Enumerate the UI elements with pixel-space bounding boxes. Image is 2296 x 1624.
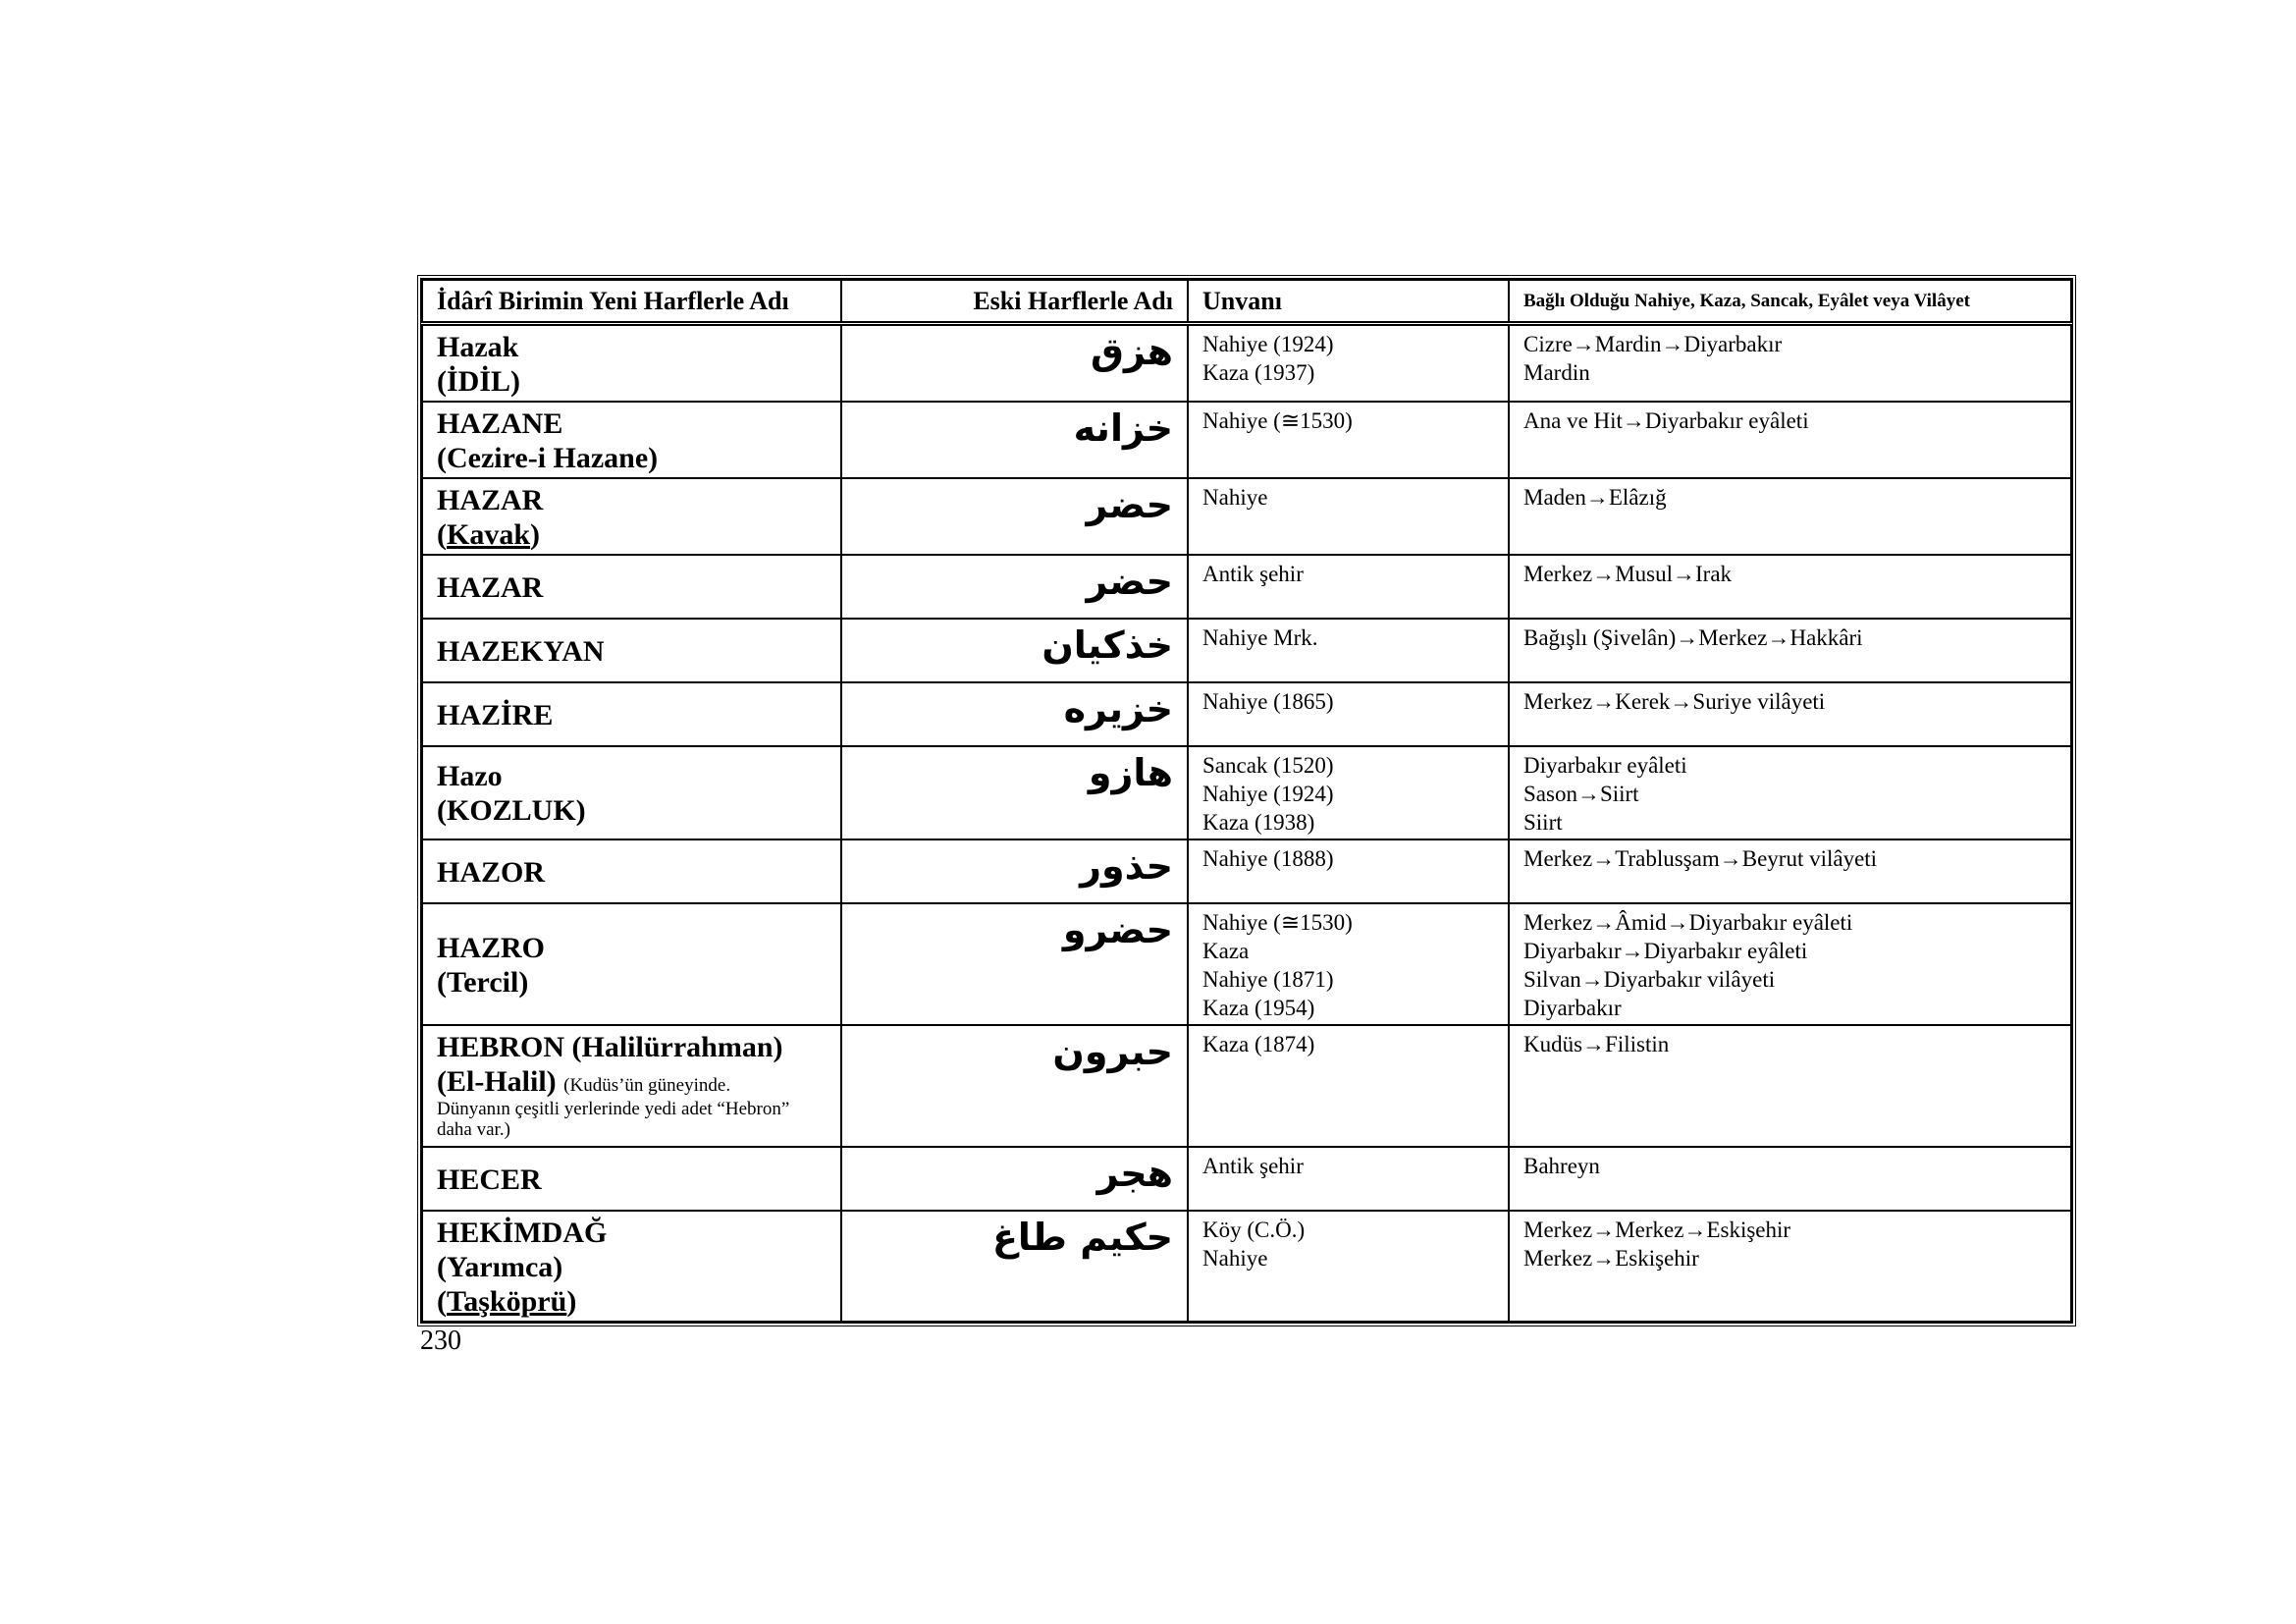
- name-line: (İDİL): [437, 364, 521, 398]
- old-name-cell: هزق: [841, 323, 1188, 402]
- title-line: Nahiye: [1202, 1245, 1268, 1271]
- new-name-cell: [422, 903, 841, 1025]
- header-new-name: İdârî Birimin Yeni Harflerle Adı: [422, 280, 841, 323]
- name-line: HEKİMDAĞ: [437, 1216, 608, 1249]
- table-row: [422, 682, 2071, 746]
- title-line: Nahiye (1865): [1202, 688, 1334, 714]
- title-line: Nahiye (1888): [1202, 845, 1334, 871]
- parent-line: Diyarbakır: [1523, 995, 1622, 1020]
- new-name-cell: [422, 323, 841, 402]
- old-name-cell: خزانه: [841, 402, 1188, 478]
- parent-cell: [1509, 1147, 2071, 1211]
- parent-cell: [1509, 402, 2071, 478]
- title-line: Antik şehir: [1202, 561, 1304, 586]
- old-name-cell: هجر: [841, 1147, 1188, 1211]
- name-line: HAZAR: [437, 483, 544, 516]
- new-name-cell: [422, 1211, 841, 1322]
- parent-line: Merkez→Eskişehir: [1523, 1245, 1699, 1271]
- parent-cell: [1509, 323, 2071, 402]
- name-line: HAZİRE: [437, 698, 554, 731]
- title-line: Nahiye (≅1530): [1202, 407, 1353, 433]
- title-line: Kaza (1938): [1202, 809, 1315, 835]
- parent-line: Kudüs→Filistin: [1523, 1031, 1670, 1056]
- alt-name: (El-Halil): [437, 1064, 557, 1098]
- title-line: Nahiye Mrk.: [1202, 624, 1318, 650]
- underlined-name: Taşköprü: [447, 1284, 567, 1318]
- parent-cell: [1509, 682, 2071, 746]
- old-name-cell: حبرون: [841, 1025, 1188, 1147]
- parent-cell: [1509, 746, 2071, 839]
- name-line: (KOZLUK): [437, 794, 586, 827]
- parent-line: Bağışlı (Şivelân)→Merkez→Hakkâri: [1523, 624, 1863, 650]
- new-name-cell: [422, 1025, 841, 1147]
- title-cell: [1188, 1211, 1509, 1322]
- parent-cell: [1509, 903, 2071, 1025]
- title-line: Antik şehir: [1202, 1153, 1304, 1178]
- title-cell: [1188, 1025, 1509, 1147]
- old-name-cell: خزيره: [841, 682, 1188, 746]
- title-cell: [1188, 478, 1509, 555]
- table-row: [422, 1211, 2071, 1322]
- parent-cell: [1509, 1211, 2071, 1322]
- name-line: HAZANE: [437, 406, 563, 440]
- title-cell: [1188, 839, 1509, 903]
- title-cell: [1188, 402, 1509, 478]
- new-name-cell: [422, 478, 841, 555]
- parent-line: Bahreyn: [1523, 1153, 1600, 1178]
- table-row: [422, 323, 2071, 402]
- title-line: Kaza: [1202, 938, 1250, 963]
- parent-line: Siirt: [1523, 809, 1563, 835]
- title-line: Kaza (1937): [1202, 359, 1315, 385]
- underlined-name: Kavak: [447, 517, 531, 551]
- name-note-continued: Dünyanın çeşitli yerlerinde yedi adet “Hebron” daha var.): [437, 1098, 790, 1140]
- title-line: Nahiye (1924): [1202, 781, 1334, 806]
- parent-cell: [1509, 619, 2071, 682]
- paren-open: (: [437, 517, 447, 551]
- name-line: (Cezire-i Hazane): [437, 441, 659, 474]
- title-line: Nahiye: [1202, 484, 1268, 510]
- old-name-cell: هازو: [841, 746, 1188, 839]
- gazetteer-table-frame: [417, 275, 2076, 1326]
- title-cell: [1188, 619, 1509, 682]
- new-name-cell: [422, 402, 841, 478]
- new-name-cell: [422, 839, 841, 903]
- parent-cell: [1509, 1025, 2071, 1147]
- parent-line: Merkez→Âmid→Diyarbakır eyâleti: [1523, 909, 1853, 935]
- name-line: HAZEKYAN: [437, 634, 605, 668]
- old-name-cell: حضرو: [841, 903, 1188, 1025]
- parent-line: Silvan→Diyarbakır vilâyeti: [1523, 966, 1776, 992]
- paren-close: ): [530, 517, 541, 551]
- table-row: [422, 1025, 2071, 1147]
- parent-line: Merkez→Merkez→Eskişehir: [1523, 1217, 1791, 1242]
- parent-line: Diyarbakır eyâleti: [1523, 752, 1687, 778]
- title-line: Kaza (1954): [1202, 995, 1315, 1020]
- parent-cell: [1509, 478, 2071, 555]
- parent-line: Mardin: [1523, 359, 1590, 385]
- header-row: [422, 280, 2071, 323]
- name-line: Hazak: [437, 330, 519, 363]
- table-row: [422, 478, 2071, 555]
- parent-line: Maden→Elâzığ: [1523, 484, 1667, 510]
- new-name-cell: [422, 555, 841, 619]
- name-line: [437, 1284, 827, 1319]
- paren-close: ): [566, 1284, 577, 1318]
- table-row: [422, 402, 2071, 478]
- title-line: Sancak (1520): [1202, 752, 1334, 778]
- title-line: Nahiye (1924): [1202, 331, 1334, 356]
- table-row: [422, 903, 2071, 1025]
- title-line: Köy (C.Ö.): [1202, 1217, 1306, 1242]
- old-name-cell: حضر: [841, 478, 1188, 555]
- new-name-cell: [422, 619, 841, 682]
- name-line: [437, 517, 827, 552]
- title-cell: [1188, 682, 1509, 746]
- table-row: [422, 555, 2071, 619]
- name-line: HAZAR: [437, 570, 544, 604]
- name-line: HECER: [437, 1163, 542, 1196]
- gazetteer-table: [421, 279, 2072, 1323]
- header-title: Unvanı: [1188, 280, 1509, 323]
- name-line: (Tercil): [437, 965, 529, 999]
- parent-line: Ana ve Hit→Diyarbakır eyâleti: [1523, 407, 1809, 433]
- title-cell: [1188, 555, 1509, 619]
- name-line: [437, 1064, 827, 1099]
- new-name-cell: [422, 1147, 841, 1211]
- title-line: Nahiye (≅1530): [1202, 909, 1353, 935]
- title-cell: [1188, 746, 1509, 839]
- title-cell: [1188, 1147, 1509, 1211]
- old-name-cell: حضر: [841, 555, 1188, 619]
- name-line: (Yarımca): [437, 1250, 563, 1283]
- parent-line: Merkez→Musul→Irak: [1523, 561, 1733, 586]
- title-cell: [1188, 903, 1509, 1025]
- header-parent-unit: Bağlı Olduğu Nahiye, Kaza, Sancak, Eyâlet veya Vilâyet: [1509, 280, 2071, 323]
- title-cell: [1188, 323, 1509, 402]
- parent-line: Sason→Siirt: [1523, 781, 1639, 806]
- parent-cell: [1509, 555, 2071, 619]
- name-line: HAZRO: [437, 931, 546, 964]
- table-row: [422, 619, 2071, 682]
- name-line: HAZOR: [437, 855, 546, 889]
- title-line: Nahiye (1871): [1202, 966, 1334, 992]
- new-name-cell: [422, 746, 841, 839]
- old-name-cell: حذور: [841, 839, 1188, 903]
- header-old-name: Eski Harflerle Adı: [841, 280, 1188, 323]
- name-note: (Kudüs’ün güneyinde.: [563, 1074, 731, 1096]
- name-line: Hazo: [437, 760, 503, 792]
- new-name-cell: [422, 682, 841, 746]
- table-row: [422, 746, 2071, 839]
- old-name-cell: خذكيان: [841, 619, 1188, 682]
- page-number: 230: [420, 1326, 461, 1356]
- parent-line: Cizre→Mardin→Diyarbakır: [1523, 331, 1783, 356]
- parent-cell: [1509, 839, 2071, 903]
- old-name-cell: حكيم طاغ: [841, 1211, 1188, 1322]
- paren-open: (: [437, 1284, 447, 1318]
- parent-line: Diyarbakır→Diyarbakır eyâleti: [1523, 938, 1808, 963]
- parent-line: Merkez→Kerek→Suriye vilâyeti: [1523, 688, 1826, 714]
- table-row: [422, 1147, 2071, 1211]
- parent-line: Merkez→Trablusşam→Beyrut vilâyeti: [1523, 845, 1878, 871]
- table-row: [422, 839, 2071, 903]
- title-line: Kaza (1874): [1202, 1031, 1315, 1056]
- name-line: HEBRON (Halilürrahman): [437, 1030, 783, 1063]
